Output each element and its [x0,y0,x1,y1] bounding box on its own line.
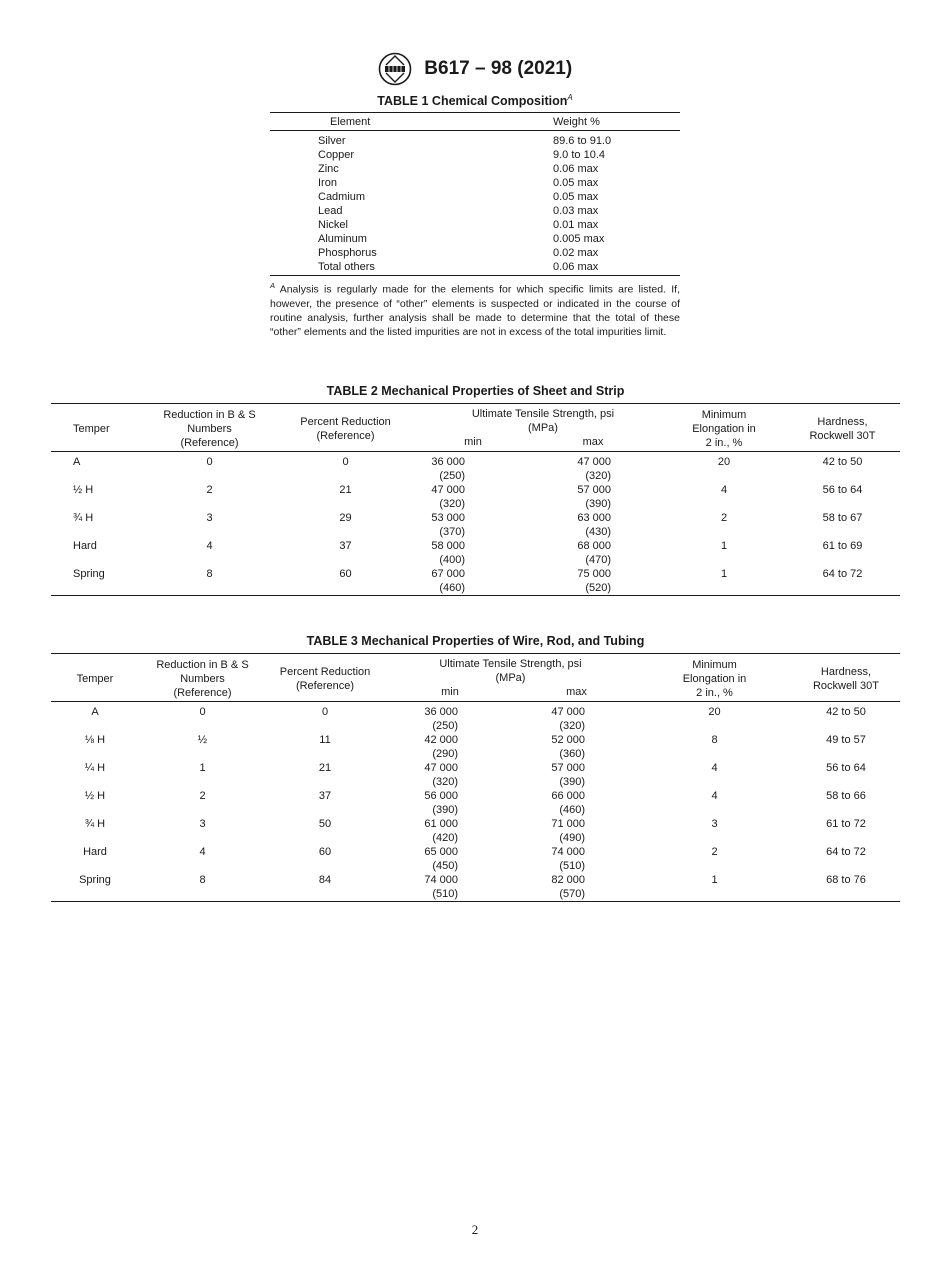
uts-min-psi: 58 000 [431,540,465,552]
uts-max-psi: 82 000 [551,874,585,886]
table-row [270,176,680,190]
table2-header-temper: Temper [51,404,151,452]
uts-max-mpa: (360) [559,748,585,760]
hardness-cell: 42 to 50 [826,706,866,718]
weight-cell: 0.03 max [553,205,599,218]
bs-number-cell: 8 [199,874,206,886]
hardness-cell: 68 to 76 [826,874,866,886]
elongation-cell: 4 [711,762,718,774]
uts-max-cell [523,483,663,511]
table3-header-elongation: Minimum Elongation in 2 in., % [637,654,792,702]
temper-cell: ⅛ H [84,734,106,746]
temper-cell: ¾ H [73,512,94,524]
table3-block [51,634,900,902]
table-row [270,246,680,260]
elongation-cell: 20 [717,456,731,468]
table-row [51,845,900,873]
table3-header-min: min [384,685,516,702]
uts-max-mpa: (520) [585,582,611,594]
uts-max-psi: 68 000 [577,540,611,552]
table-row [51,452,900,484]
table3-header-percent: Percent Reduction (Reference) [266,654,384,702]
table1-caption-note: A [567,93,573,102]
table2-block [51,384,900,596]
table2-header-bs: Reduction in B & S Numbers (Reference) [151,404,268,452]
element-cell: Phosphorus [318,247,377,260]
uts-min-mpa: (510) [432,888,458,900]
uts-min-cell [384,733,516,761]
hardness-cell: 61 to 72 [826,818,866,830]
uts-min-psi: 53 000 [431,512,465,524]
element-cell: Nickel [318,219,348,232]
uts-max-cell [523,452,663,484]
hardness-cell: 64 to 72 [822,568,863,580]
table-row [270,190,680,204]
uts-max-psi: 66 000 [551,790,585,802]
document-header [0,52,950,86]
percent-reduction-cell: 37 [339,540,352,552]
table3-header-hardness: Hardness, Rockwell 30T [792,654,900,702]
table-row [51,702,900,734]
table2-header-hardness: Hardness, Rockwell 30T [785,404,900,452]
element-cell: Total others [318,261,375,274]
element-cell: Zinc [318,163,339,176]
uts-min-psi: 65 000 [424,846,458,858]
table-row [270,218,680,232]
hardness-cell: 49 to 57 [826,734,866,746]
uts-max-mpa: (570) [559,888,585,900]
uts-max-cell [516,702,637,734]
bs-number-cell: 4 [206,540,213,552]
uts-max-cell [523,511,663,539]
table1-bottom-rule [270,275,680,276]
hardness-cell: 56 to 64 [822,484,863,496]
table1-header-element: Element [270,113,553,131]
percent-reduction-cell: 21 [318,762,332,774]
table1-caption: TABLE 1 Chemical Composition$^A$ [377,93,573,109]
element-cell: Cadmium [318,191,366,204]
temper-cell: A [91,706,99,718]
uts-max-mpa: (460) [559,804,585,816]
table2-header-max: max [523,435,663,452]
uts-max-mpa: (320) [559,720,585,732]
bs-number-cell: 3 [199,818,206,830]
temper-cell: ½ H [84,790,106,802]
bs-number-cell: 0 [206,456,213,468]
uts-min-mpa: (400) [439,554,465,566]
uts-min-psi: 42 000 [424,734,458,746]
percent-reduction-cell: 50 [318,818,332,830]
table-row [270,204,680,218]
element-cell: Copper [318,149,355,162]
uts-min-psi: 47 000 [431,484,465,496]
uts-min-mpa: (320) [439,498,465,510]
percent-reduction-cell: 60 [318,846,332,858]
uts-min-cell [384,845,516,873]
uts-max-mpa: (430) [585,526,611,538]
table2-bottom-rule [51,596,900,597]
bs-number-cell: 8 [206,568,213,580]
table-row [51,817,900,845]
weight-cell: 0.005 max [553,233,605,246]
uts-min-psi: 67 000 [431,568,465,580]
elongation-cell: 2 [720,512,728,524]
uts-max-cell [516,733,637,761]
designation: B617 – 98 (2021) [424,58,573,79]
bs-number-cell: 2 [206,484,213,496]
table3-header-uts: Ultimate Tensile Strength, psi (MPa) [384,654,637,686]
table-row [270,260,680,275]
uts-max-psi: 47 000 [577,456,611,468]
uts-max-psi: 63 000 [577,512,611,524]
table1-block [270,93,680,339]
table3-caption: TABLE 3 Mechanical Properties of Wire, Rod, and Tubing [306,634,645,648]
element-cell: Silver [318,135,346,148]
table1-footnote-mark: A [270,281,276,291]
percent-reduction-cell: 11 [319,734,331,746]
uts-min-mpa: (420) [432,832,458,844]
uts-max-psi: 52 000 [551,734,585,746]
uts-max-cell [516,845,637,873]
weight-cell: 0.01 max [553,219,599,232]
uts-max-psi: 71 000 [551,818,585,830]
hardness-cell: 61 to 69 [822,540,863,552]
astm-logo-icon [378,52,412,86]
uts-min-cell [423,567,523,596]
table-row [270,131,680,149]
uts-max-cell [516,873,637,902]
elongation-cell: 8 [711,734,718,746]
uts-min-psi: 36 000 [431,456,465,468]
bs-number-cell: 4 [199,846,206,858]
table3 [51,653,900,902]
weight-cell: 89.6 to 91.0 [553,135,612,148]
weight-cell: 9.0 to 10.4 [553,149,605,162]
uts-min-cell [384,817,516,845]
table-row [270,232,680,246]
uts-min-mpa: (390) [432,804,458,816]
temper-cell: Spring [79,874,111,886]
hardness-cell: 56 to 64 [826,762,866,774]
percent-reduction-cell: 0 [321,706,329,718]
weight-cell: 0.06 max [553,163,599,176]
temper-cell: Hard [73,540,97,552]
table3-bottom-rule [51,902,900,903]
uts-max-mpa: (490) [559,832,585,844]
temper-cell: Spring [73,568,105,580]
elongation-cell: 1 [711,874,718,886]
percent-reduction-cell: 37 [318,790,332,802]
table-row [51,567,900,596]
table3-header-temper: Temper [51,654,139,702]
percent-reduction-cell: 21 [339,484,352,496]
uts-max-psi: 57 000 [577,484,611,496]
percent-reduction-cell: 29 [339,512,352,524]
table-row [51,761,900,789]
bs-number-cell: 2 [199,790,206,802]
uts-max-mpa: (320) [585,470,611,482]
uts-max-cell [523,567,663,596]
uts-min-mpa: (290) [432,748,458,760]
uts-min-mpa: (250) [432,720,458,732]
element-cell: Lead [318,205,343,218]
element-cell: Iron [318,177,337,190]
table1 [270,112,680,275]
elongation-cell: 2 [711,846,718,858]
bs-number-cell: 1 [199,762,206,774]
uts-max-cell [516,817,637,845]
elongation-cell: 3 [711,818,718,830]
table-row [270,148,680,162]
elongation-cell: 20 [708,706,721,718]
uts-min-cell [384,702,516,734]
uts-max-psi: 75 000 [577,568,611,580]
table-row [51,539,900,567]
percent-reduction-cell: 60 [339,568,352,580]
uts-max-mpa: (390) [559,776,585,788]
table-row [51,733,900,761]
percent-reduction-cell: 84 [318,874,332,886]
table1-header-weight: Weight % [553,113,680,131]
uts-max-psi: 47 000 [551,706,585,718]
uts-min-cell [423,539,523,567]
uts-max-mpa: (390) [585,498,611,510]
uts-min-mpa: (250) [439,470,465,482]
table2-caption: TABLE 2 Mechanical Properties of Sheet and Strip [326,384,625,398]
page-number: 2 [471,1222,479,1237]
uts-min-psi: 61 000 [424,818,458,830]
table2 [51,403,900,596]
uts-min-psi: 74 000 [424,874,458,886]
table3-header-max: max [516,685,637,702]
temper-cell: ¼ H [84,762,106,774]
bs-number-cell: ½ [197,734,208,746]
uts-min-cell [423,483,523,511]
uts-min-psi: 36 000 [424,706,458,718]
table-row [51,873,900,902]
uts-min-cell [384,789,516,817]
uts-max-cell [516,761,637,789]
hardness-cell: 58 to 66 [826,790,866,802]
table-row [51,483,900,511]
bs-number-cell: 0 [199,706,206,718]
weight-cell: 0.02 max [553,247,599,260]
table2-header-percent: Percent Reduction (Reference) [268,404,423,452]
uts-min-psi: 47 000 [424,762,458,774]
elongation-cell: 4 [720,484,728,496]
elongation-cell: 1 [720,568,728,580]
hardness-cell: 58 to 67 [822,512,863,524]
weight-cell: 0.06 max [553,261,599,274]
table-row [51,511,900,539]
uts-max-cell [523,539,663,567]
temper-cell: ¾ H [84,818,106,830]
hardness-cell: 64 to 72 [826,846,866,858]
uts-min-mpa: (460) [439,582,465,594]
uts-min-cell [423,511,523,539]
table-row [270,162,680,176]
temper-cell: ½ H [73,484,94,496]
uts-max-mpa: (510) [559,860,585,872]
uts-max-psi: 57 000 [551,762,585,774]
elongation-cell: 1 [720,540,728,552]
table2-header-min: min [423,435,523,452]
table-row [51,789,900,817]
hardness-cell: 42 to 50 [822,456,863,468]
weight-cell: 0.05 max [553,177,599,190]
percent-reduction-cell: 0 [342,456,349,468]
bs-number-cell: 3 [206,512,213,524]
uts-max-cell [516,789,637,817]
uts-max-mpa: (470) [585,554,611,566]
uts-min-mpa: (320) [432,776,458,788]
elongation-cell: 4 [711,790,718,802]
temper-cell: A [73,456,81,468]
uts-max-psi: 74 000 [551,846,585,858]
uts-min-cell [423,452,523,484]
table1-footnote: $^A$ Analysis is regularly made for the elements for which specific limits are listed. If, however, the presence of “other” elements is suspected or indicated in the course of routine analysis, further analysis shall be made to determine that the total of these “other” elements and the listed impurities are not in excess of the total impurities limit. [270,281,680,338]
uts-min-cell [384,873,516,902]
temper-cell: Hard [83,846,107,858]
table2-header-uts: Ultimate Tensile Strength, psi (MPa) [423,404,663,436]
uts-min-cell [384,761,516,789]
table2-header-elongation: Minimum Elongation in 2 in., % [663,404,785,452]
table3-header-bs: Reduction in B & S Numbers (Reference) [139,654,266,702]
uts-min-psi: 56 000 [424,790,458,802]
uts-min-mpa: (370) [439,526,465,538]
element-cell: Aluminum [318,233,367,246]
weight-cell: 0.05 max [553,191,599,204]
uts-min-mpa: (450) [432,860,458,872]
